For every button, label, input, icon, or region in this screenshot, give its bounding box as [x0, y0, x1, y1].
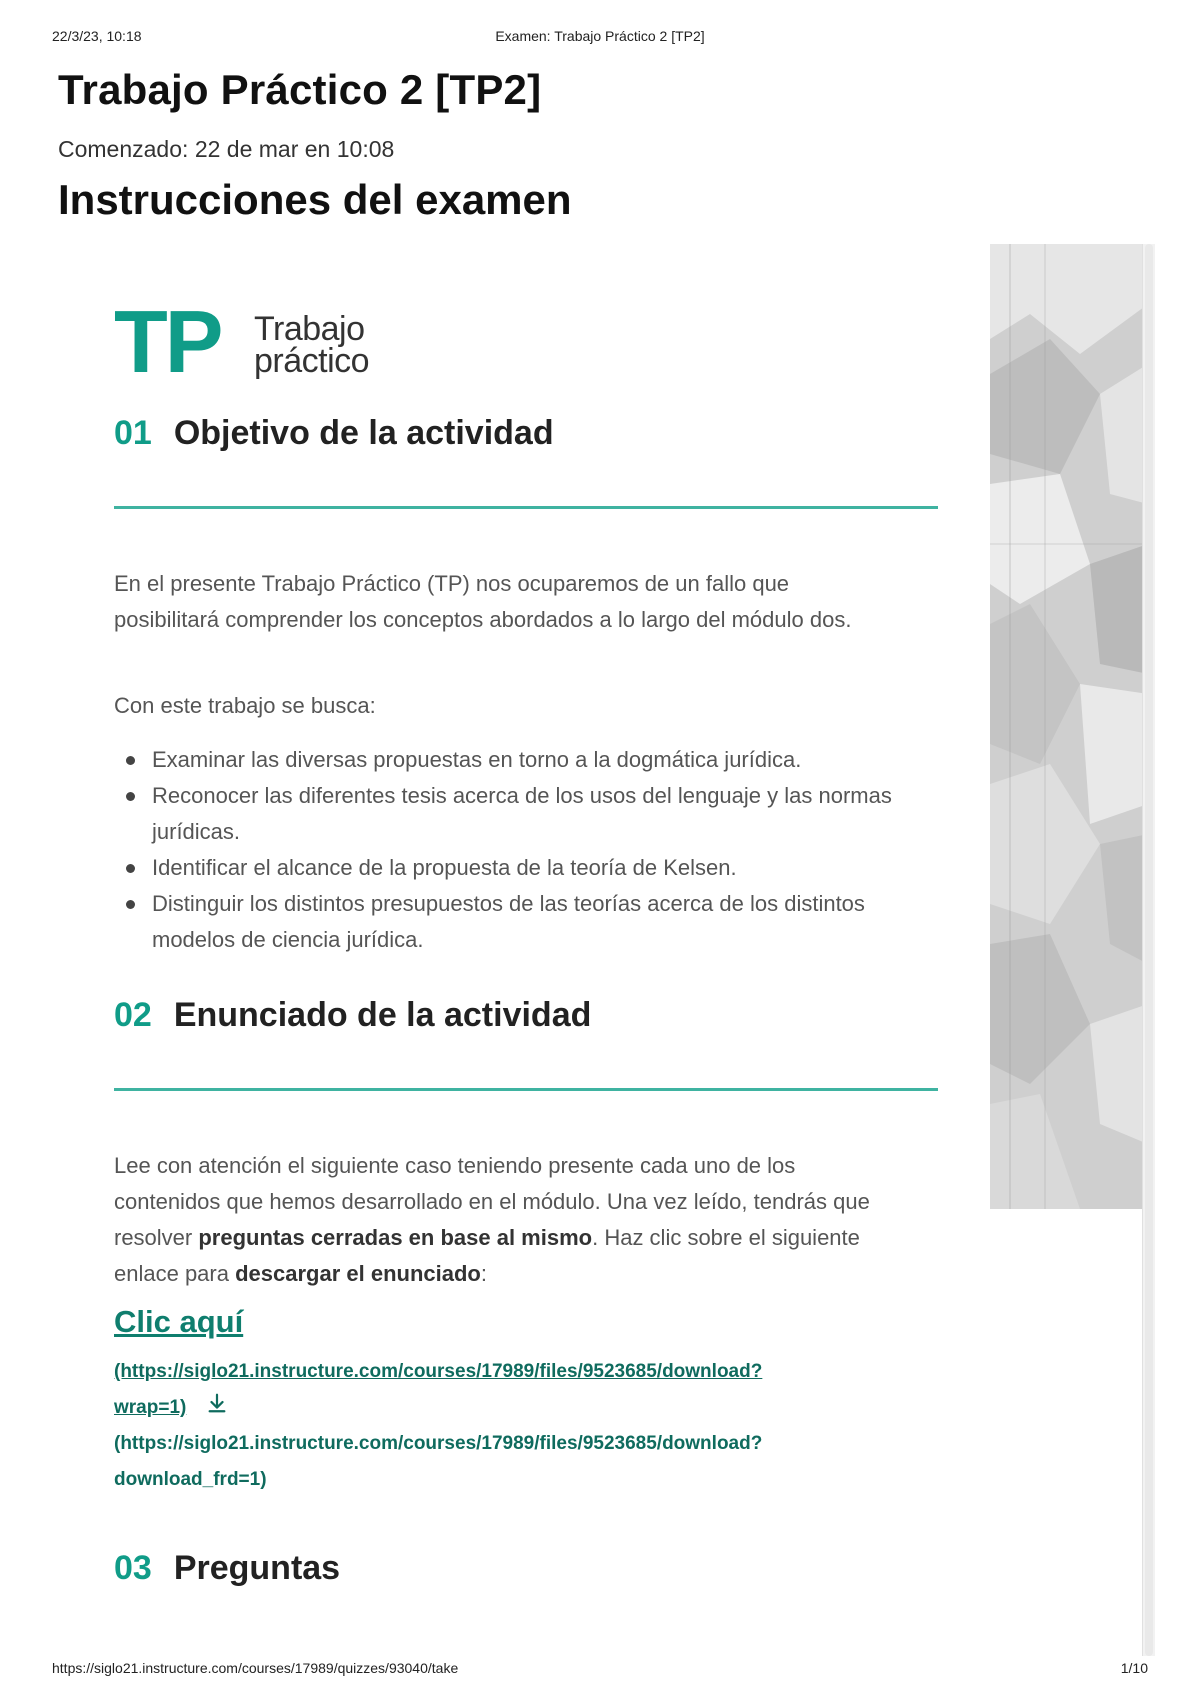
architecture-image-icon — [990, 244, 1148, 1209]
list-item: Distinguir los distintos presupuestos de las teorías acerca de los distintos modelos de ciencia jurídica. — [114, 886, 904, 958]
section-02-text-2: . Haz clic sobre el siguiente enlace para — [114, 1225, 860, 1286]
section-02-bold-2: descargar el enunciado — [235, 1261, 481, 1286]
section-02-paragraph — [114, 1148, 904, 1292]
section-02-bold-1: preguntas cerradas en base al mismo — [198, 1225, 593, 1250]
section-02-text-1: Lee con atención el siguiente caso teniendo presente cada uno de los contenidos que hemos desarrollado en el módulo. Una vez leído, tendrás que resolver — [114, 1153, 870, 1250]
content-scrollbar[interactable] — [1142, 244, 1155, 1656]
download-url-line1: (https://siglo21.instructure.com/courses/17989/files/9523685/download? — [114, 1433, 763, 1454]
objectives-list — [114, 742, 904, 958]
section-02-text-3: : — [480, 1261, 487, 1286]
page-title: Trabajo Práctico 2 [TP2] — [58, 66, 542, 113]
list-item: Reconocer las diferentes tesis acerca de los usos del lenguaje y las normas jurídicas. — [114, 778, 904, 850]
tp-logo-mark: TP — [114, 292, 221, 391]
list-item: Identificar el alcance de la propuesta de la teoría de Kelsen. — [114, 850, 904, 886]
download-icon[interactable] — [206, 1392, 228, 1414]
instructions-heading: Instrucciones del examen — [58, 176, 572, 223]
instructions-content — [58, 244, 1148, 1656]
tp-logo-line1: Trabajo — [254, 310, 365, 348]
section-01-number: 01 — [114, 414, 152, 452]
enunciado-url-line2: wrap=1) — [114, 1397, 187, 1418]
started-value: 22 de mar en 10:08 — [194, 136, 395, 162]
print-footer-url: https://siglo21.instructure.com/courses/17989/quizzes/93040/take — [52, 1660, 459, 1676]
print-page-number: 1/10 — [1120, 1660, 1148, 1676]
section-02-divider — [114, 1088, 938, 1091]
section-02-heading — [114, 996, 934, 1035]
section-01-heading — [114, 414, 934, 453]
clic-aqui-link[interactable]: Clic aquí — [114, 1304, 244, 1339]
decorative-side-image — [990, 244, 1148, 1209]
download-url-line2: download_frd=1) — [114, 1469, 267, 1490]
print-header — [52, 28, 1148, 48]
section-01-intro: Con este trabajo se busca: — [114, 693, 376, 718]
section-02-title: Enunciado de la actividad — [173, 996, 592, 1034]
print-footer — [52, 1660, 1148, 1680]
section-01-paragraph: En el presente Trabajo Práctico (TP) nos ocuparemos de un fallo que posibilitará comprender los conceptos abordados a lo largo del módulo dos. — [114, 571, 852, 632]
section-01-title: Objetivo de la actividad — [173, 414, 554, 452]
print-document-title: Examen: Trabajo Práctico 2 [TP2] — [495, 28, 705, 44]
list-item: Examinar las diversas propuestas en torno a la dogmática jurídica. — [114, 742, 904, 778]
download-url[interactable] — [114, 1426, 874, 1498]
scrollbar-thumb[interactable] — [1145, 244, 1153, 1656]
section-03-title: Preguntas — [173, 1549, 341, 1587]
section-02-number: 02 — [114, 996, 152, 1034]
section-01-divider — [114, 506, 938, 509]
enunciado-url-line1: (https://siglo21.instructure.com/courses/17989/files/9523685/download? — [114, 1361, 763, 1382]
print-datetime: 22/3/23, 10:18 — [52, 28, 142, 44]
enunciado-url-link[interactable] — [114, 1354, 874, 1426]
section-03-heading — [114, 1549, 934, 1588]
started-info — [58, 136, 394, 163]
started-label: Comenzado: — [58, 136, 189, 162]
section-03-number: 03 — [114, 1549, 152, 1587]
tp-logo-line2: práctico — [254, 342, 370, 380]
